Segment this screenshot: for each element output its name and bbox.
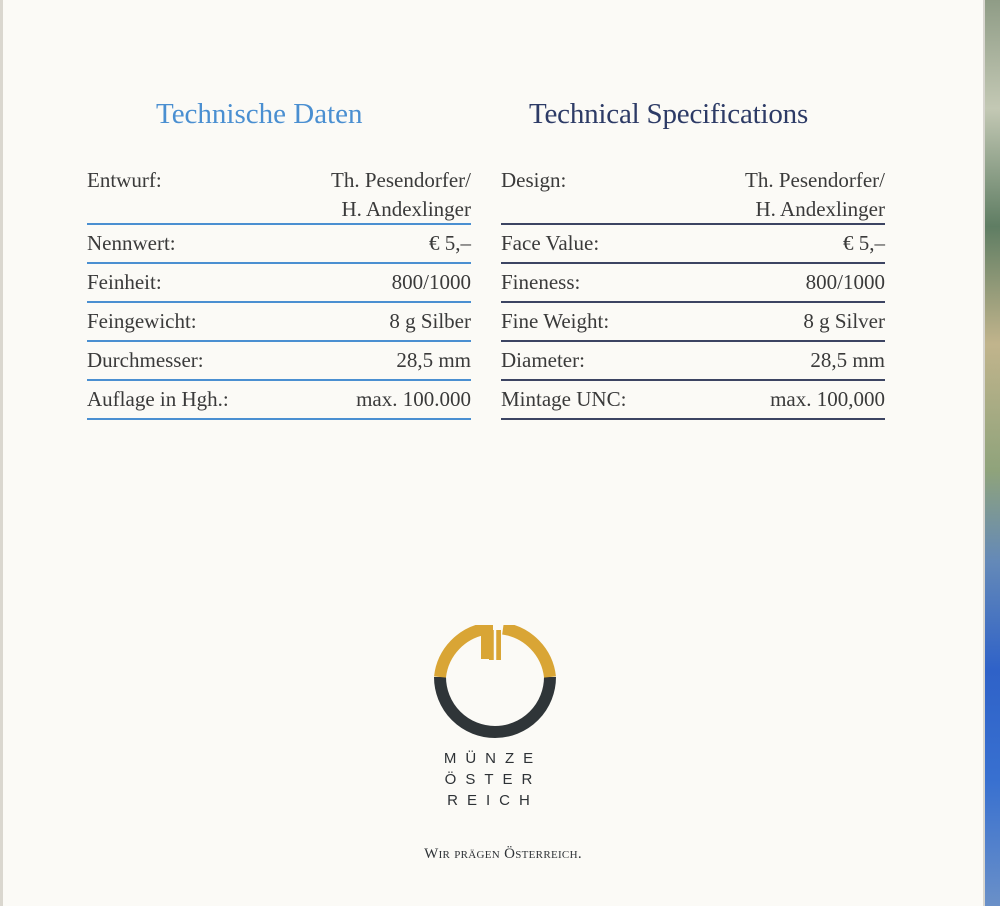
spec-table-german (87, 162, 471, 420)
spec-value-line: H. Andexlinger (755, 197, 885, 221)
spec-value: 800/1000 (391, 270, 471, 294)
spec-label: Feingewicht: (87, 309, 197, 333)
spec-label: Auflage in Hgh.: (87, 387, 229, 411)
spec-value: 28,5 mm (810, 348, 885, 372)
spec-label: Face Value: (501, 231, 600, 255)
spec-value-line: H. Andexlinger (341, 197, 471, 221)
spec-label: Design: (501, 168, 567, 192)
table-row (501, 162, 885, 225)
table-row (87, 162, 471, 225)
spec-value: 8 g Silver (803, 309, 885, 333)
brand-line-2: ÖSTER (444, 771, 542, 788)
table-row (87, 381, 471, 420)
spec-label: Feinheit: (87, 270, 162, 294)
table-row (501, 381, 885, 420)
spec-value: 28,5 mm (396, 348, 471, 372)
spec-label: Mintage UNC: (501, 387, 627, 411)
spec-value (745, 166, 885, 224)
spec-value: € 5,– (843, 231, 885, 255)
spec-label: Entwurf: (87, 168, 162, 192)
table-row (501, 225, 885, 264)
table-row (87, 264, 471, 303)
table-row (87, 342, 471, 381)
slogan: Wir prägen Österreich. (424, 846, 582, 862)
spec-value-line: Th. Pesendorfer/ (331, 168, 471, 192)
table-row (87, 225, 471, 264)
logo-ring-dark (440, 677, 550, 732)
table-row (87, 303, 471, 342)
spec-value: 800/1000 (805, 270, 885, 294)
brand-line-3: REICH (447, 792, 539, 809)
muenze-oesterreich-logo-icon (434, 625, 556, 745)
spec-value: € 5,– (429, 231, 471, 255)
spec-label: Fine Weight: (501, 309, 610, 333)
spec-value: max. 100.000 (356, 387, 471, 411)
spec-table-english (501, 162, 885, 420)
table-row (501, 303, 885, 342)
spec-label: Diameter: (501, 348, 585, 372)
heading-english: Technical Specifications (529, 98, 809, 130)
brand-line-1: MÜNZE (443, 750, 543, 767)
table-row (501, 264, 885, 303)
adjacent-page-edge (983, 0, 1000, 906)
spec-label: Nennwert: (87, 231, 176, 255)
spec-label: Durchmesser: (87, 348, 204, 372)
spec-label: Fineness: (501, 270, 581, 294)
heading-german: Technische Daten (156, 98, 363, 130)
spec-value (331, 166, 471, 224)
spec-value-line: Th. Pesendorfer/ (745, 168, 885, 192)
table-row (501, 342, 885, 381)
spec-value: max. 100,000 (770, 387, 885, 411)
spec-value: 8 g Silber (389, 309, 471, 333)
